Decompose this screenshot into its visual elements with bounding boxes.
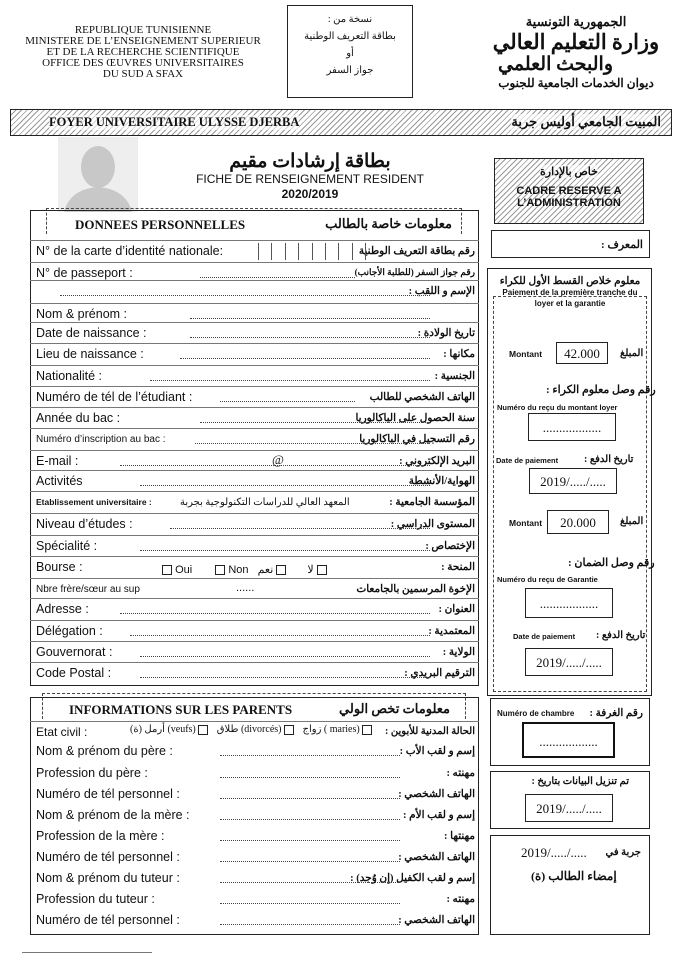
personal-row: [30, 662, 479, 683]
personal-row-label-ar: البريد الإلكتروني :: [399, 456, 475, 467]
parent-row-label-ar: إسم و لقب الأب :: [399, 746, 475, 757]
parent-row-label: Profession du père :: [36, 766, 148, 780]
parent-row-input[interactable]: [220, 755, 400, 756]
personal-row-label-ar: الإختصاص :: [425, 541, 475, 552]
bourse-oui-label: Oui: [175, 564, 193, 576]
personal-row-label: Bourse :: [36, 560, 83, 574]
parent-row-input[interactable]: [220, 924, 400, 925]
personal-row-label-ar: رقم التسجيل في الباكالوريا: [359, 434, 475, 445]
personal-row-input[interactable]: [140, 485, 430, 486]
personal-row-label-ar: تاريخ الولادة :: [417, 328, 475, 339]
montant1-value: 42.000: [556, 342, 608, 364]
header-ar-ministry2: والبحث العلمي: [498, 54, 613, 75]
veufs-label: أرمل (ة) (veufs): [130, 724, 196, 735]
parent-row: [30, 741, 479, 762]
maries-label: زواج ( maries): [302, 724, 360, 735]
signature-box: [490, 835, 650, 935]
header-fr-line: ET DE LA RECHERCHE SCIENTIFIQUE: [46, 46, 240, 58]
montant1-label: Montant: [509, 349, 543, 359]
personal-row: [30, 450, 479, 471]
recu-loyer-ar: رقم وصل معلوم الكراء :: [546, 384, 656, 396]
copy-line: بطاقة التعريف الوطنية: [304, 31, 396, 42]
date2-label: Date de paiement: [513, 632, 576, 641]
chambre-value: ..................: [522, 722, 615, 758]
email-at: @: [272, 452, 284, 467]
personal-row: [30, 578, 479, 599]
parent-row: [30, 847, 479, 868]
parent-row-label: Numéro de tél personnel :: [36, 850, 180, 864]
personal-row-input[interactable]: [140, 656, 430, 657]
admin-header-fr2: L’ADMINISTRATION: [517, 197, 621, 209]
parent-row: [30, 868, 479, 889]
divorces-label: طلاق (divorcés): [216, 724, 282, 735]
personal-row-label-ar: الولاية :: [442, 647, 475, 658]
parent-row: [30, 805, 479, 826]
photo-placeholder: [58, 137, 138, 212]
personal-row-input[interactable]: [150, 380, 430, 381]
identifier-box: [491, 230, 650, 258]
divorces-checkbox[interactable]: [284, 725, 294, 735]
personal-row-label: Nom & prénom :: [36, 307, 128, 321]
personal-row: [30, 513, 479, 534]
saisie-box: [490, 771, 650, 829]
personal-row: [30, 470, 479, 491]
personal-row-label-ar: رقم بطاقة التعريف الوطنية: [358, 246, 475, 257]
payment-title-ar: معلوم خلاص القسط الأول للكراء: [499, 276, 641, 287]
personal-row-label-ar: المنحة :: [441, 562, 475, 573]
personal-section-header: [30, 210, 479, 240]
saisie-ar: تم تنزيل البيانات بتاريخ :: [531, 776, 629, 787]
date1-value: 2019/...../.....: [529, 468, 617, 494]
chambre-box: [490, 698, 650, 766]
parent-row-input[interactable]: [220, 819, 400, 820]
personal-row-input[interactable]: [130, 635, 430, 636]
parent-row-label: Numéro de tél personnel :: [36, 913, 180, 927]
personal-row-input[interactable]: [120, 613, 430, 614]
bourse-la-checkbox[interactable]: [276, 565, 286, 575]
copy-line: أو: [346, 48, 354, 59]
title-year: 2020/2019: [281, 187, 339, 201]
personal-row: [30, 641, 479, 662]
sign-label: إمضاء الطالب (ة): [531, 869, 617, 883]
chambre-ar: رقم الغرفة :: [589, 708, 643, 719]
personal-row-label-ar: المعتمدية :: [428, 626, 475, 637]
title-ar: بطاقة إرشادات مقيم: [229, 151, 391, 172]
veufs-checkbox[interactable]: [198, 725, 208, 735]
personal-row: [30, 322, 479, 343]
avatar-silhouette-icon: [58, 137, 138, 212]
parent-row-input[interactable]: [220, 861, 400, 862]
personal-row-label: N° de la carte d’identité nationale:: [36, 244, 224, 258]
personal-row-label: E-mail :: [36, 454, 79, 468]
parent-row-label-ar: إسم و لقب الأم :: [403, 810, 475, 821]
header-ar-ministry: وزارة التعليم العالي: [492, 30, 660, 54]
parent-row-label: Nom & prénom du tuteur :: [36, 871, 180, 885]
sign-place: جربة في: [605, 847, 641, 858]
header-fr-line: DU SUD A SFAX: [102, 68, 184, 80]
parent-row-label-ar: مهنتها :: [444, 831, 475, 842]
personal-row-input[interactable]: [220, 401, 355, 402]
personal-row-label: Adresse :: [36, 602, 89, 616]
admin-header-fr1: CADRE RESERVE A: [516, 185, 622, 197]
recu-loyer-fr: Numéro du reçu du montant loyer: [497, 403, 618, 412]
personal-row: [30, 303, 479, 324]
parent-row-label: Nom & prénom du père :: [36, 744, 173, 758]
date2-ar: تاريخ الدفع :: [596, 630, 646, 641]
personal-row-input[interactable]: [170, 528, 430, 529]
parents-section-header: [30, 697, 479, 721]
admin-header-ar: خاص بالإدارة: [540, 166, 598, 178]
parent-row-input[interactable]: [220, 777, 400, 778]
personal-row: [30, 535, 479, 556]
personal-row: [30, 280, 479, 301]
personal-row-label: Numéro d’inscription au bac :: [36, 434, 166, 445]
personal-row-label-ar: رقم جواز السفر (للطلبة الأجانب): [354, 267, 475, 277]
recu-garantie-value: ..................: [525, 588, 613, 618]
recu-garantie-fr: Numéro du reçu de Garantie: [497, 575, 598, 584]
parent-row-label: Nom & prénom de la mère :: [36, 808, 190, 822]
bourse-non-checkbox[interactable]: [215, 565, 225, 575]
admin-header: [494, 158, 644, 224]
personal-row: [30, 365, 479, 386]
montant2-label: Montant: [509, 518, 543, 528]
personal-row-label-ar: الإخوة المرسمين بالجامعات: [356, 584, 475, 595]
header-fr: [8, 25, 278, 80]
parent-row-label-ar: الهاتف الشخصي :: [398, 852, 475, 863]
saisie-value: 2019/...../.....: [525, 794, 613, 822]
personal-row: [30, 240, 479, 261]
personal-row-label: Délégation :: [36, 624, 103, 638]
bourse-options: [162, 563, 327, 576]
payment-title: [494, 275, 646, 309]
personal-row-label: Gouvernorat :: [36, 645, 113, 659]
parent-row-label-ar: الهاتف الشخصي :: [398, 915, 475, 926]
nbre-value: ......: [236, 582, 255, 594]
etablissement-value: المعهد العالي للدراسات التكنولوجية بجربة: [180, 497, 350, 508]
parent-row-label-ar: الهاتف الشخصي :: [398, 789, 475, 800]
parents-header-ar: معلومات تخص الولي: [339, 701, 450, 716]
parent-row: [30, 763, 479, 784]
personal-row-label-ar: المؤسسة الجامعية :: [389, 497, 475, 508]
identifier-label: المعرف :: [601, 239, 643, 251]
personal-row: [30, 407, 479, 428]
cin-boxes: [258, 243, 366, 260]
parent-row-label-ar: مهنته :: [446, 894, 475, 905]
personal-header-fr: DONNEES PERSONNELLES: [75, 217, 246, 232]
personal-row-label-ar: الهواية/الأنشطة: [408, 476, 475, 487]
parent-row-label-ar: إسم و لقب الكفيل (إن وُجد) :: [350, 873, 475, 884]
bourse-la-label: لا: [307, 564, 314, 576]
personal-row-input[interactable]: [60, 295, 430, 296]
etat-civil-ar: الحالة المدنية للأبوين :: [385, 726, 475, 737]
personal-row-input[interactable]: [200, 277, 355, 278]
parent-row-label-ar: مهنته :: [446, 768, 475, 779]
personal-row-label-ar: الترقيم البريدي :: [404, 668, 475, 679]
parent-row-label: Numéro de tél personnel :: [36, 787, 180, 801]
personal-row-input[interactable]: [140, 550, 430, 551]
header-ar-republic: الجمهورية التونسية: [525, 14, 627, 29]
personal-row-label-ar: العنوان :: [438, 604, 475, 615]
personal-row-input[interactable]: [190, 318, 430, 319]
recu-loyer-value: ..................: [528, 413, 616, 441]
personal-row-label: Code Postal :: [36, 666, 112, 680]
date2-value: 2019/...../.....: [525, 648, 613, 676]
personal-row-input[interactable]: [190, 337, 430, 338]
personal-row: [30, 620, 479, 641]
copy-line: جواز السفر: [326, 65, 374, 76]
parent-row-label: Profession de la mère :: [36, 829, 165, 843]
personal-row: [30, 386, 479, 407]
banner: [10, 109, 672, 136]
bourse-naam-checkbox[interactable]: [317, 565, 327, 575]
parent-row-input[interactable]: [220, 903, 400, 904]
personal-row: [30, 598, 479, 619]
personal-row-input[interactable]: [200, 422, 430, 423]
parent-row-input[interactable]: [220, 798, 400, 799]
header-ar-office: ديوان الخدمات الجامعية للجنوب: [498, 76, 654, 90]
header-fr-line: REPUBLIQUE TUNISIENNE: [74, 24, 212, 36]
personal-row-input[interactable]: [140, 677, 430, 678]
personal-row-label-ar: المستوى الدراسي :: [390, 519, 475, 530]
header-fr-line: OFFICE DES ŒUVRES UNIVERSITAIRES: [42, 57, 244, 69]
etat-civil-label: Etat civil :: [36, 725, 88, 739]
maries-checkbox[interactable]: [362, 725, 372, 735]
personal-row-label-ar: الهاتف الشخصي للطالب: [369, 392, 475, 403]
parent-row-input[interactable]: [220, 882, 400, 883]
personal-row-label-ar: الجنسية :: [434, 371, 475, 382]
chambre-fr: Numéro de chambre: [497, 709, 575, 718]
banner-ar: المبيت الجامعي أوليس جربة: [511, 114, 661, 129]
personal-row-label: Lieu de naissance :: [36, 347, 144, 361]
personal-row-label-ar: مكانها :: [443, 349, 475, 360]
parent-row-label: Profession du tuteur :: [36, 892, 155, 906]
personal-row-label: Date de naissance :: [36, 326, 147, 340]
header-ar: [478, 14, 674, 91]
personal-row-label: Etablissement universitaire :: [36, 497, 152, 507]
personal-row-label: Numéro de tél de l’étudiant :: [36, 390, 193, 404]
copy-box: [287, 5, 413, 98]
parent-row-input[interactable]: [220, 840, 400, 841]
personal-row-input[interactable]: [180, 358, 430, 359]
personal-row-label: Nationalité :: [36, 369, 103, 383]
copy-line: نسخة من :: [327, 14, 373, 25]
bourse-non-label: Non: [228, 564, 249, 576]
personal-header-ar: معلومات خاصة بالطالب: [325, 216, 452, 231]
personal-row: [30, 343, 479, 364]
title-fr: FICHE DE RENSEIGNEMENT RESIDENT: [196, 172, 424, 186]
parent-row: [30, 889, 479, 910]
montant1-ar: المبلغ: [620, 348, 644, 359]
payment-title-fr: Paiement de la première tranche du loyer et la garantie: [502, 288, 638, 308]
parents-header-fr: INFORMATIONS SUR LES PARENTS: [69, 702, 293, 717]
bourse-naam-label: نعم: [257, 564, 274, 576]
personal-row-label-ar: سنة الحصول على الباكالوريا: [355, 413, 475, 424]
personal-row-label: Activités: [36, 474, 83, 488]
montant2-ar: المبلغ: [620, 516, 644, 527]
personal-row-label: Spécialité :: [36, 539, 98, 553]
personal-row-label: N° de passeport :: [36, 266, 133, 280]
personal-row-label-ar: الإسم و اللقب :: [408, 286, 475, 297]
date1-label: Date de paiement: [496, 456, 559, 465]
sign-date: 2019/...../.....: [521, 845, 587, 860]
personal-row-label: Nbre frère/sœur au sup: [36, 584, 140, 595]
recu-garantie-ar: رقم وصل الضمان :: [568, 557, 655, 569]
date1-ar: تاريخ الدفع :: [584, 454, 634, 465]
personal-row: [30, 428, 479, 449]
personal-row-label: Année du bac :: [36, 411, 121, 425]
bourse-oui-checkbox[interactable]: [162, 565, 172, 575]
personal-row-input[interactable]: [195, 443, 430, 444]
parent-row: [30, 826, 479, 847]
banner-fr: FOYER UNIVERSITAIRE ULYSSE DJERBA: [49, 115, 300, 129]
parent-row: [30, 910, 479, 931]
form-title: [160, 152, 460, 202]
personal-row-label: Niveau d’études :: [36, 517, 133, 531]
parent-row: [30, 784, 479, 805]
etat-civil-row: [30, 721, 479, 741]
etat-civil-options: [130, 724, 372, 735]
montant2-value: 20.000: [547, 510, 609, 534]
footer-line: [22, 952, 152, 953]
header-fr-line: MINISTERE DE L’ENSEIGNEMENT SUPERIEUR: [25, 35, 261, 47]
